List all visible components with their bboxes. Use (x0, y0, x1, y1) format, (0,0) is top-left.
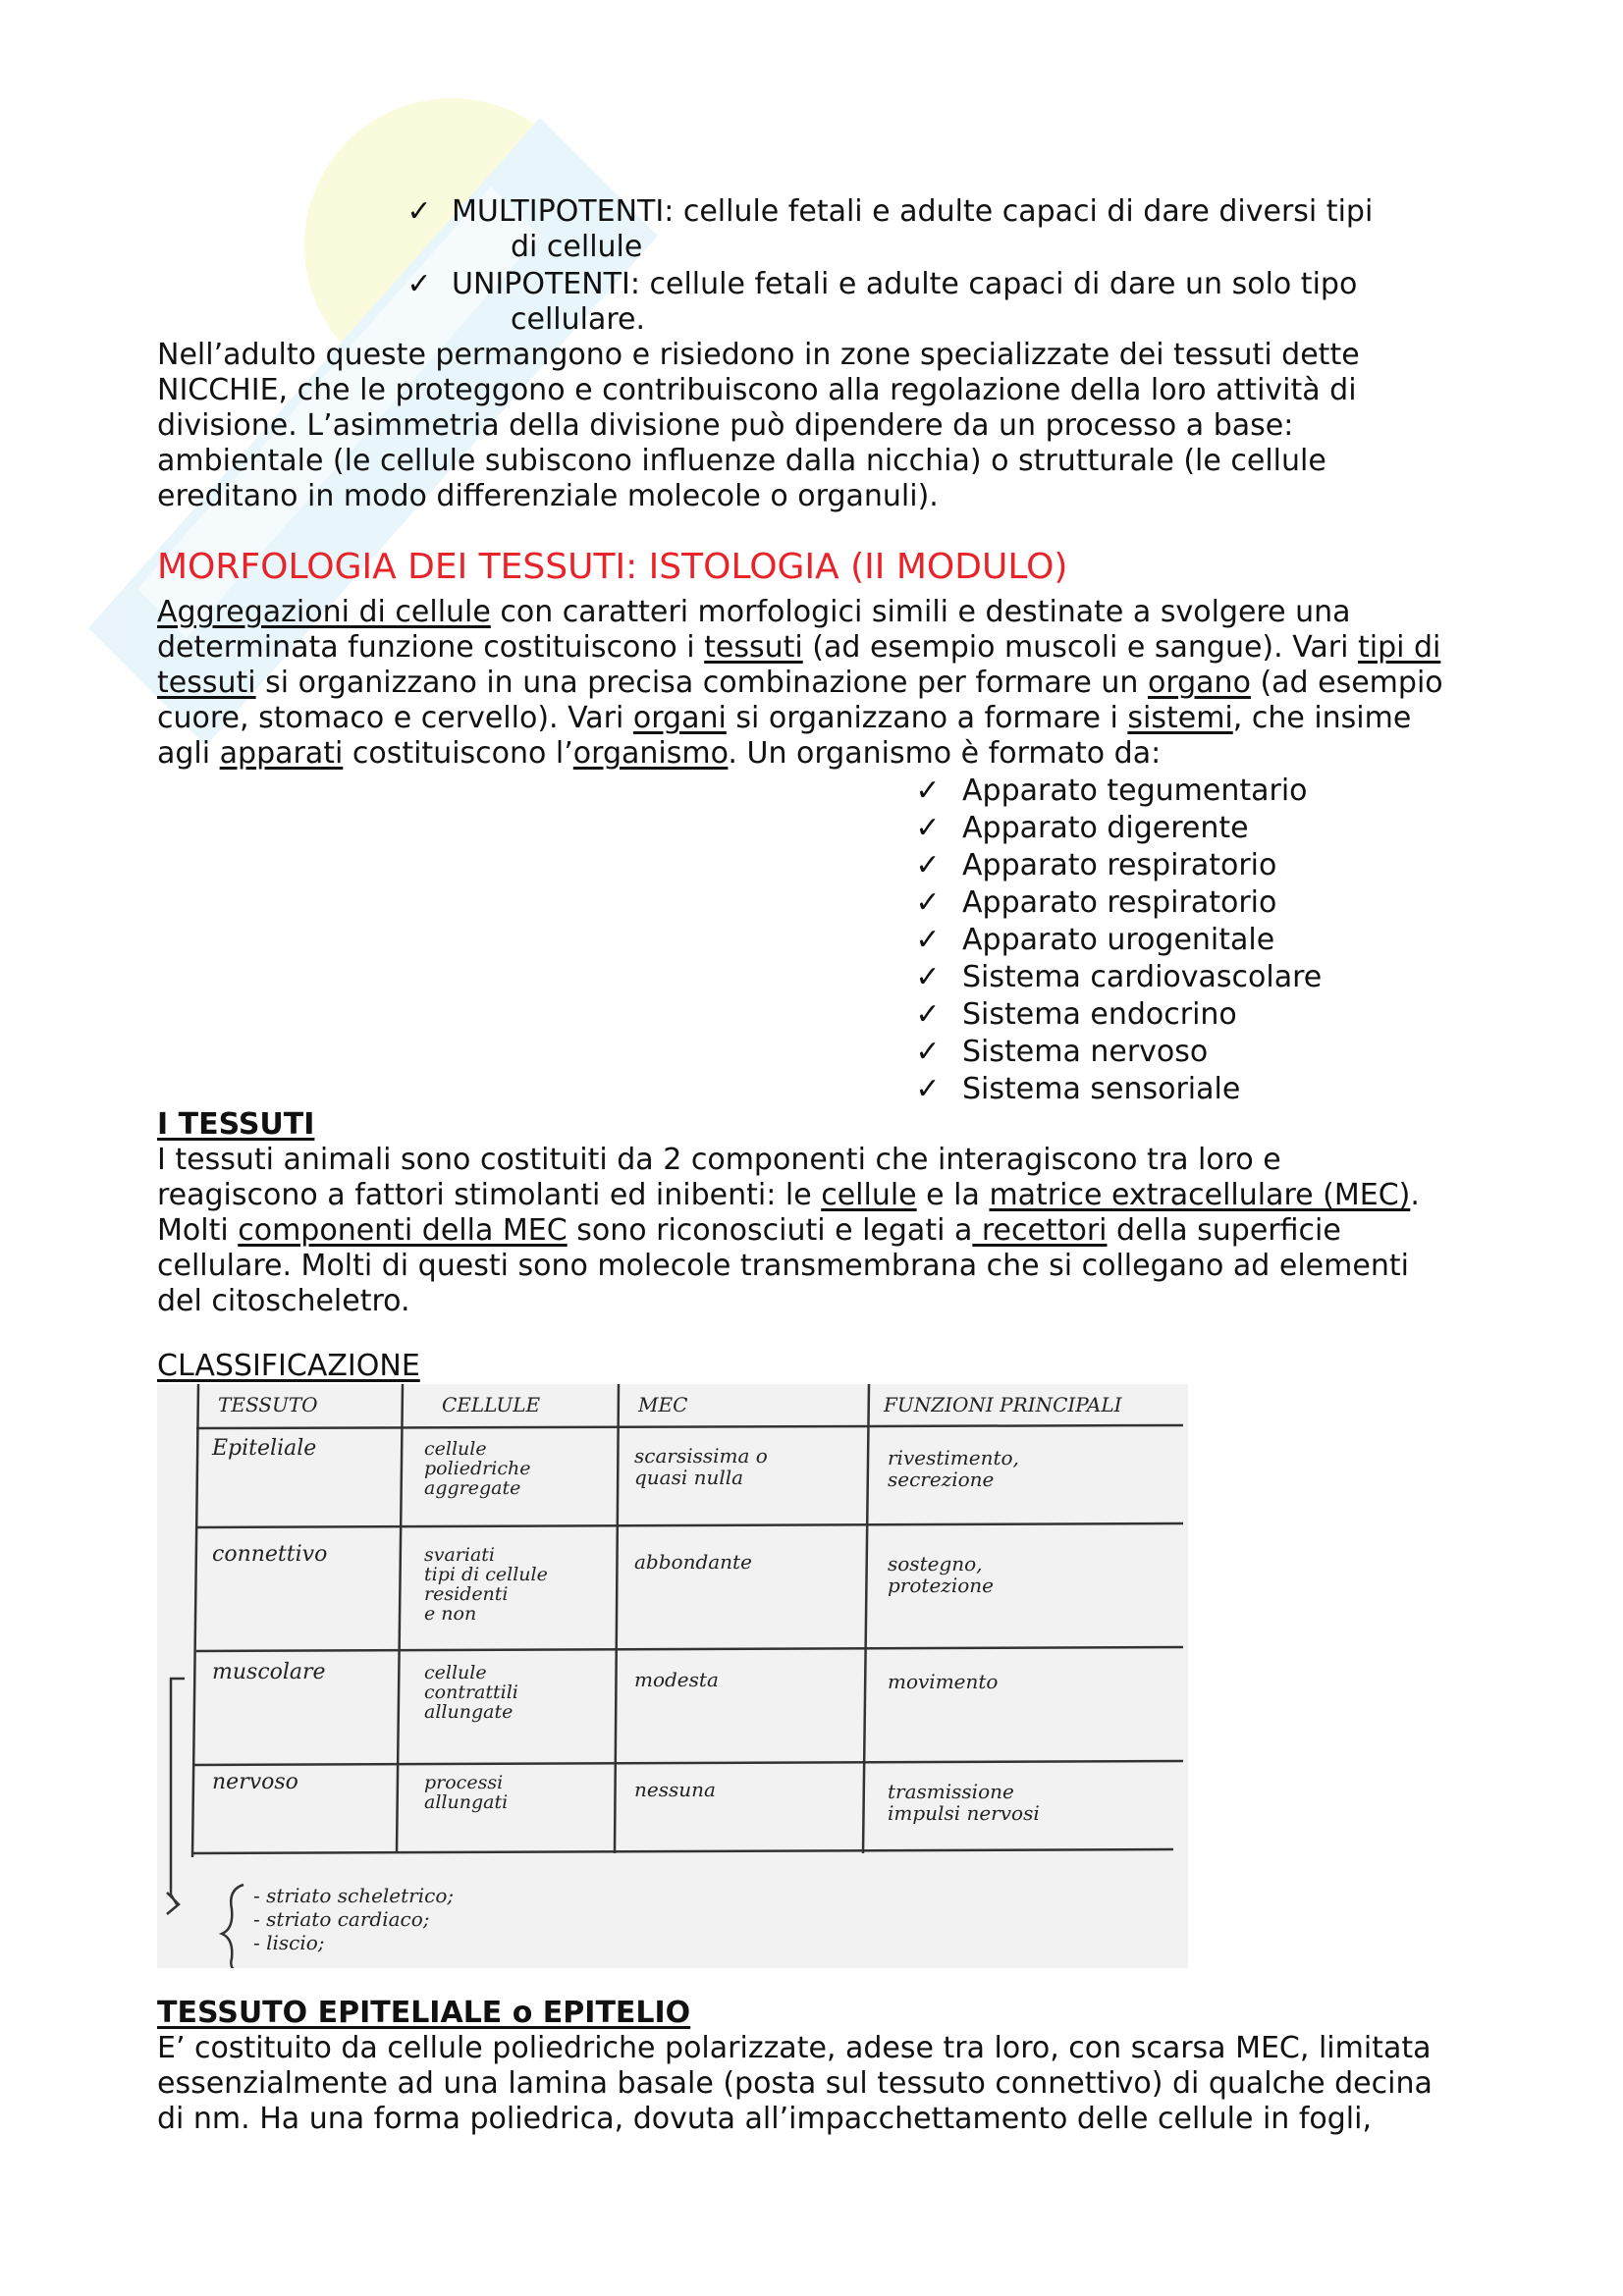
check-icon: ✓ (915, 1035, 941, 1069)
check-icon: ✓ (915, 811, 941, 845)
underlined-term: tipi di (1358, 630, 1441, 665)
system-list-item (915, 1035, 1209, 1070)
table-cell-text: TESSUTO (218, 1393, 318, 1416)
table-cell-text: protezione (888, 1574, 994, 1597)
stem-item-unipotenti-cont: cellulare. (511, 302, 646, 337)
table-cell-text: residenti (424, 1583, 509, 1605)
check-icon: ✓ (406, 194, 432, 229)
morfologia-line-4 (157, 701, 1411, 736)
text-span: costituiscono l’ (343, 736, 573, 771)
tessuti-line-2 (157, 1178, 1420, 1213)
check-icon: ✓ (915, 960, 941, 994)
text-span: Molti (157, 1213, 239, 1248)
text-span: sono riconosciuti e legati a (567, 1213, 973, 1248)
table-cell-text: nessuna (634, 1778, 716, 1801)
table-cell-text: MEC (638, 1393, 688, 1416)
tessuti-line-1: I tessuti animali sono costituiti da 2 componenti che interagiscono tra loro e (157, 1143, 1281, 1177)
underlined-term: componenti della MEC (238, 1213, 568, 1248)
section-heading-tessuti: I TESSUTI (157, 1107, 315, 1142)
underlined-term: cellule (821, 1178, 917, 1212)
table-cell-text: - striato scheletrico; (253, 1884, 455, 1907)
check-icon: ✓ (915, 923, 941, 957)
check-icon: ✓ (915, 885, 941, 920)
text-span: cuore, stomaco e cervello). Vari (157, 701, 633, 735)
system-list-item (915, 885, 1277, 921)
table-cell-text: Epiteliale (212, 1436, 317, 1461)
paragraph-line: Nell’adulto queste permangono e risiedono in zone specializzate dei tessuti dette (157, 338, 1360, 372)
underlined-term: organi (632, 701, 727, 735)
underlined-term: recettori (972, 1213, 1108, 1248)
table-cell-text: allungate (424, 1701, 514, 1723)
underlined-term: sistemi (1127, 701, 1233, 735)
table-cell-text: CELLULE (442, 1393, 541, 1416)
system-list-item (915, 923, 1275, 958)
table-cell-text: muscolare (212, 1660, 326, 1684)
text-span: reagiscono a fattori stimolanti ed inibenti: le (157, 1178, 822, 1212)
stem-item-unipotenti (406, 267, 1358, 302)
text-span: si organizzano a formare i (726, 701, 1128, 735)
table-cell-text: movimento (888, 1670, 999, 1693)
system-name: Apparato respiratorio (962, 885, 1277, 920)
system-list-item (915, 1072, 1241, 1107)
paragraph-line: ambientale (le cellule subiscono influenze dalla nicchia) o strutturale (le cellule (157, 444, 1326, 478)
check-icon: ✓ (915, 848, 941, 882)
system-name: Sistema sensoriale (962, 1072, 1241, 1106)
text-span: e la (916, 1178, 990, 1212)
system-name: Sistema cardiovascolare (962, 960, 1323, 994)
morfologia-line-5 (157, 736, 1161, 772)
classification-table-image (157, 1384, 1188, 1968)
system-name: Apparato respiratorio (962, 848, 1277, 882)
underlined-term: tessuti (157, 666, 256, 700)
table-cell-text: rivestimento, (888, 1446, 1019, 1469)
morfologia-line-1 (157, 595, 1351, 630)
table-cell-text: trasmissione (888, 1780, 1014, 1803)
stem-item-multipotenti (406, 194, 1374, 230)
stem-item-text: MULTIPOTENTI: cellule fetali e adulte capaci di dare diversi tipi (452, 194, 1374, 229)
check-icon: ✓ (915, 774, 941, 808)
morfologia-line-3 (157, 666, 1443, 701)
paragraph-line: divisione. L’asimmetria della divisione può dipendere da un processo a base: (157, 408, 1294, 443)
underlined-term: organismo (572, 736, 729, 771)
system-name: Apparato urogenitale (962, 923, 1275, 957)
table-cell-text: poliedriche (424, 1458, 531, 1479)
section-heading-epitelio: TESSUTO EPITELIALE o EPITELIO (157, 1996, 691, 2030)
text-span: . Un organismo è formato da: (728, 736, 1162, 771)
table-cell-text: secrezione (888, 1468, 995, 1491)
text-span: , che insime (1232, 701, 1412, 735)
morfologia-line-2 (157, 630, 1440, 666)
table-cell-text: - liscio; (253, 1931, 325, 1954)
stem-item-multipotenti-cont: di cellule (511, 230, 643, 264)
underlined-term: matrice extracellulare (MEC) (989, 1178, 1411, 1212)
table-cell-text: tipi di cellule (424, 1564, 548, 1585)
underlined-term: organo (1147, 666, 1251, 700)
system-list-item (915, 960, 1323, 995)
check-icon: ✓ (406, 267, 432, 301)
table-cell-text: sostegno, (888, 1552, 983, 1575)
table-cell-text: cellule (424, 1662, 487, 1683)
system-list-item (915, 848, 1277, 883)
text-span: (ad esempio muscoli e sangue). Vari (802, 630, 1358, 665)
table-cell-text: svariati (424, 1544, 496, 1566)
table-cell-text: FUNZIONI PRINCIPALI (884, 1393, 1122, 1416)
epitelio-line: di nm. Ha una forma poliedrica, dovuta all’impacchettamento delle cellule in fogli, (157, 2102, 1373, 2136)
text-span: (ad esempio (1250, 666, 1443, 700)
table-cell-text: nervoso (212, 1770, 298, 1794)
tessuti-line-5: del citoscheletro. (157, 1284, 410, 1318)
epitelio-line: essenzialmente ad una lamina basale (posta sul tessuto connettivo) di qualche decina (157, 2066, 1433, 2101)
table-cell-text: allungati (424, 1791, 509, 1813)
table-cell-text: processi (424, 1772, 504, 1793)
system-name: Apparato tegumentario (962, 774, 1308, 808)
system-name: Sistema endocrino (962, 997, 1237, 1032)
table-cell-text: quasi nulla (634, 1466, 744, 1489)
paragraph-line: NICCHIE, che le proteggono e contribuiscono alla regolazione della loro attività di (157, 373, 1357, 407)
system-list-item (915, 997, 1237, 1033)
table-cell-text: impulsi nervosi (888, 1801, 1040, 1825)
text-span: con caratteri morfologici simili e destinate a svolgere una (490, 595, 1351, 629)
text-span: agli (157, 736, 220, 771)
table-cell-text: cellule (424, 1438, 487, 1460)
text-span: si organizzano in una precisa combinazione per formare un (255, 666, 1148, 700)
text-span: della superficie (1107, 1213, 1341, 1248)
check-icon: ✓ (915, 1072, 941, 1106)
epitelio-line: E’ costituito da cellule poliedriche polarizzate, adese tra loro, con scarsa MEC, limitata (157, 2031, 1432, 2065)
system-list-item (915, 811, 1249, 846)
table-cell-text: e non (424, 1603, 477, 1625)
table-cell-text: abbondante (634, 1550, 752, 1574)
text-span: determinata funzione costituiscono i (157, 630, 705, 665)
tessuti-line-4: cellulare. Molti di questi sono molecole transmembrana che si collegano ad elementi (157, 1249, 1409, 1283)
check-icon: ✓ (915, 997, 941, 1032)
system-name: Apparato digerente (962, 811, 1249, 845)
section-heading-classificazione: CLASSIFICAZIONE (157, 1349, 420, 1383)
paragraph-line: ereditano in modo differenziale molecole o organuli). (157, 479, 939, 513)
text-span: . (1410, 1178, 1420, 1212)
stem-item-text: UNIPOTENTI: cellule fetali e adulte capaci di dare un solo tipo (452, 267, 1358, 301)
table-cell-text: contrattili (424, 1682, 518, 1703)
table-cell-text: modesta (634, 1668, 719, 1691)
system-list-item (915, 774, 1308, 809)
table-cell-text: scarsissima o (634, 1444, 768, 1468)
table-cell-text: - striato cardiaco; (253, 1907, 430, 1931)
system-name: Sistema nervoso (962, 1035, 1209, 1069)
table-cell-text: connettivo (212, 1542, 328, 1567)
tessuti-line-3 (157, 1213, 1341, 1249)
underlined-term: apparati (219, 736, 344, 771)
table-cell-text: aggregate (424, 1477, 521, 1499)
underlined-term: Aggregazioni di cellule (157, 595, 491, 629)
section-title-morfologia: MORFOLOGIA DEI TESSUTI: ISTOLOGIA (II MODULO) (157, 547, 1068, 587)
underlined-term: tessuti (704, 630, 803, 665)
